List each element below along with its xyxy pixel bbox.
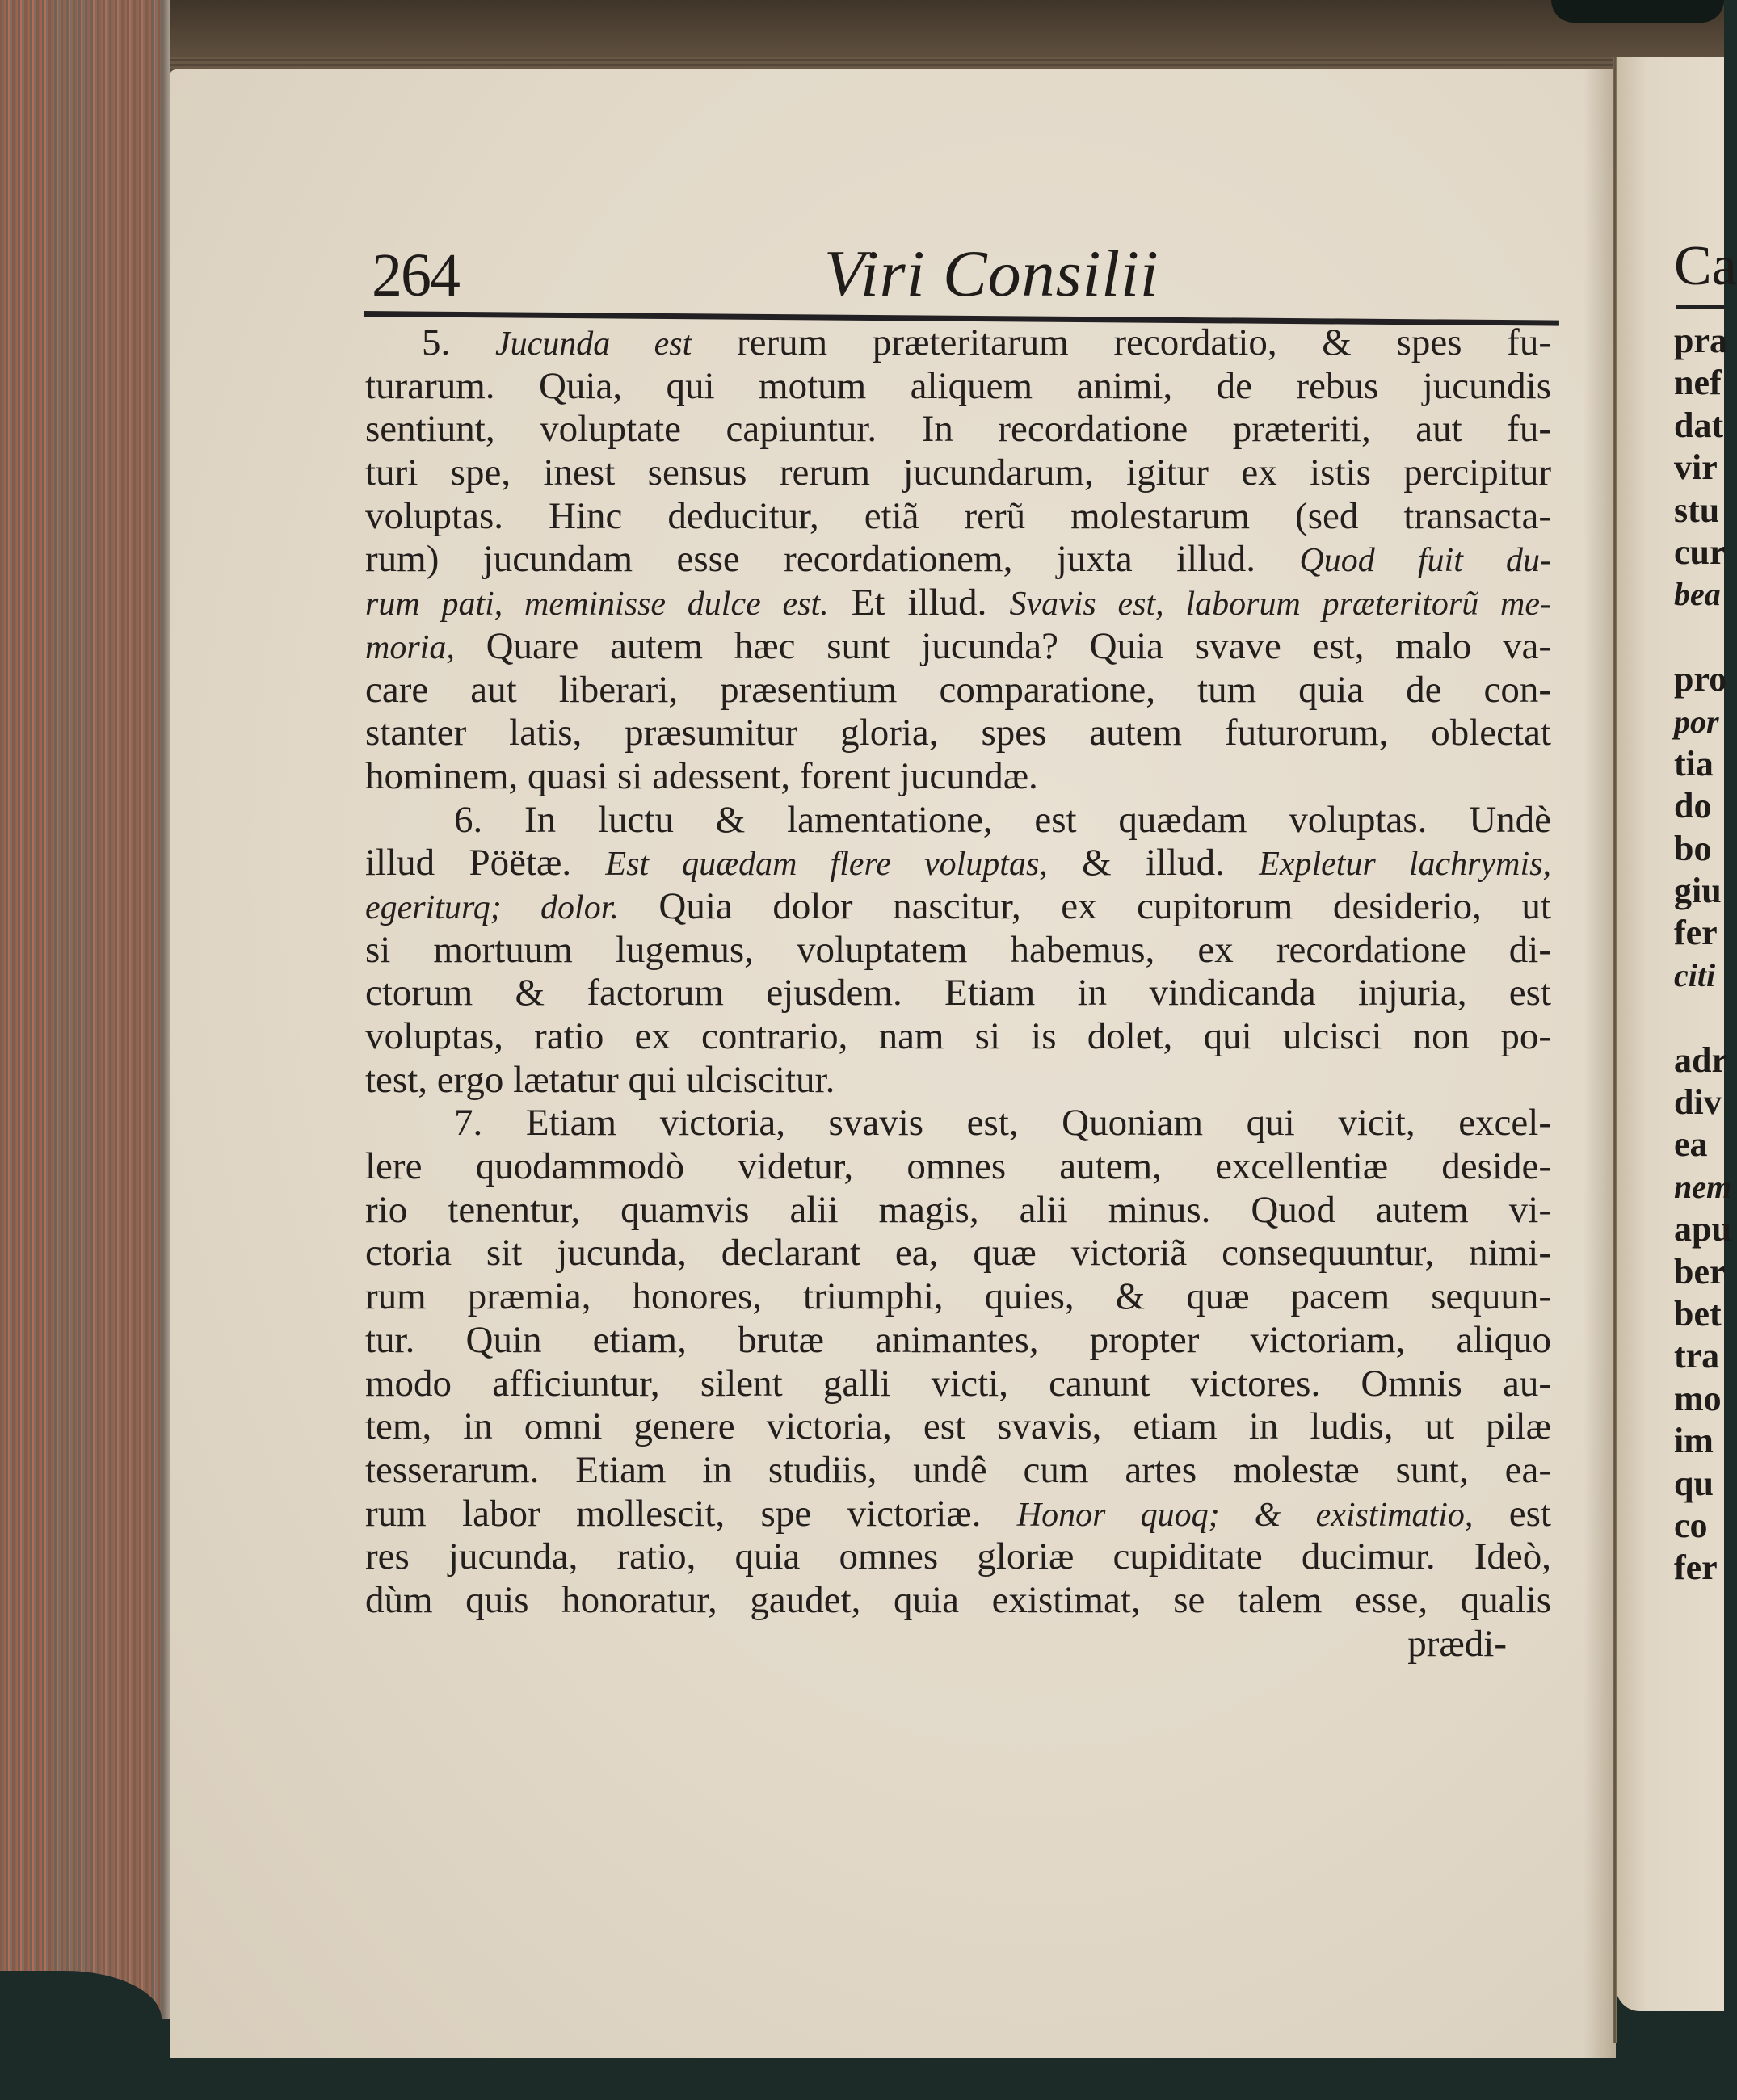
facing-page-text <box>1674 320 1732 1590</box>
facing-text-line: mo <box>1674 1378 1722 1418</box>
text-line <box>365 929 1551 972</box>
text-line <box>365 321 1551 365</box>
facing-paragraph-gap <box>1674 997 1724 1039</box>
text-line <box>365 452 1551 495</box>
text-line <box>365 1579 1551 1623</box>
text-segment: dùm quis honoratur, gaudet, quia existimat, se talem esse, qualis <box>365 1578 1551 1621</box>
text-line <box>365 1535 1551 1579</box>
text-segment: care aut liberari, præsentium comparatione, tum quia de con- <box>365 668 1551 711</box>
text-segment: rerum præteritarum recordatio, & spes fu- <box>692 321 1551 363</box>
italic-quotation: Expletur lachrymis, <box>1259 846 1551 884</box>
facing-text-line: fer <box>1674 1548 1718 1588</box>
text-segment: si mortuum lugemus, voluptatem habemus, ex recordatione di- <box>365 928 1551 971</box>
facing-text-line: bet <box>1674 1293 1722 1334</box>
text-segment: lere quodammodò videtur, omnes autem, excellentiæ deside- <box>365 1145 1551 1188</box>
text-segment: rum labor mollescit, spe victoriæ. <box>365 1492 1017 1535</box>
text-line <box>365 1102 1551 1145</box>
text-line <box>365 1275 1551 1319</box>
text-segment: Quare autem hæc sunt jucunda? Quia svave est, malo va- <box>454 624 1551 667</box>
facing-text-line: tia <box>1674 743 1714 783</box>
text-segment: res jucunda, ratio, quia omnes gloriæ cupiditate ducimur. Ideò, <box>365 1535 1551 1578</box>
facing-text-line: stu <box>1674 489 1720 530</box>
text-segment: test, ergo lætatur qui ulciscitur. <box>365 1058 835 1101</box>
italic-quotation: Est quædam flere voluptas, <box>605 846 1048 884</box>
text-segment: stanter latis, præsumitur gloria, spes autem futurorum, oblectat <box>365 712 1551 754</box>
text-line <box>365 1145 1551 1189</box>
italic-quotation: Quod fuit du- <box>1299 542 1552 580</box>
facing-text-line: adr <box>1674 1040 1727 1080</box>
running-head <box>364 226 1559 315</box>
facing-text-line: fer <box>1674 913 1718 953</box>
text-line <box>365 712 1551 755</box>
catchword: prædi- <box>1407 1622 1507 1665</box>
page-number: 264 <box>372 242 459 309</box>
facing-text-line: qu <box>1674 1463 1714 1503</box>
text-line <box>365 669 1551 712</box>
facing-text-line: giu <box>1674 871 1722 911</box>
italic-quotation: Honor quoq; & existimatio, <box>1016 1496 1474 1534</box>
text-segment: illud Pöëtæ. <box>365 842 606 884</box>
facing-text-line: ea <box>1674 1124 1708 1165</box>
background-shadow <box>1551 0 1724 23</box>
background-shadow-bottom <box>0 1971 162 2100</box>
text-line <box>365 885 1551 929</box>
text-line <box>365 1059 1551 1102</box>
text-segment: turarum. Quia, qui motum aliquem animi, de rebus jucundis <box>365 364 1551 407</box>
italic-quotation: rum pati, meminisse dulce est. <box>365 586 829 624</box>
text-segment: voluptas. Hinc deducitur, etiã rerũ molestarum (sed transacta- <box>365 494 1551 537</box>
text-segment: voluptas, ratio ex contrario, nam si is dolet, qui ulcisci non po- <box>365 1015 1551 1057</box>
facing-text-line: do <box>1674 786 1712 826</box>
text-segment: ctoria sit jucunda, declarant ea, quæ victoriã consequuntur, nimi- <box>365 1232 1551 1275</box>
text-line <box>365 408 1551 452</box>
text-segment: modo afficiuntur, silent galli victi, canunt victores. Omnis au- <box>365 1362 1551 1405</box>
text-segment: rum præmia, honores, triumphi, quies, & quæ pacem sequun- <box>365 1275 1551 1318</box>
text-line <box>365 842 1551 885</box>
text-line <box>365 799 1551 842</box>
italic-quotation: egeriturq; dolor. <box>365 888 619 926</box>
text-line <box>365 1189 1551 1233</box>
text-line <box>365 625 1551 669</box>
text-segment: sentiunt, voluptate capiuntur. In recordatione præteriti, aut fu- <box>365 408 1551 451</box>
text-segment: rum) jucundam esse recordationem, juxta illud. <box>365 538 1300 581</box>
text-line <box>365 1405 1551 1449</box>
text-line <box>365 538 1551 582</box>
italic-quotation: Jucunda est <box>494 326 692 363</box>
text-segment: turi spe, inest sensus rerum jucundarum, igitur ex istis percipitur <box>365 452 1551 494</box>
text-segment: 5. <box>422 321 495 363</box>
facing-text-line: por <box>1674 703 1719 740</box>
text-line <box>365 755 1551 799</box>
text-line <box>365 1363 1551 1406</box>
text-line <box>365 972 1551 1015</box>
text-line <box>365 1232 1551 1275</box>
text-segment: tesserarum. Etiam in studiis, undê cum artes molestæ sunt, ea- <box>365 1448 1551 1491</box>
text-segment: Quia dolor nascitur, ex cupitorum desiderio, ut <box>618 884 1551 927</box>
facing-text-line: pro <box>1674 659 1727 699</box>
text-segment: tur. Quin etiam, brutæ animantes, propter victoriam, aliquo <box>365 1318 1551 1361</box>
facing-text-line: div <box>1674 1082 1722 1123</box>
italic-quotation: moria, <box>365 628 455 666</box>
italic-quotation: Svavis est, laborum præteritorũ me- <box>1009 586 1551 624</box>
running-title: Viri Consilii <box>824 237 1159 310</box>
text-segment: Et illud. <box>828 582 1010 624</box>
facing-text-line: nem <box>1674 1168 1732 1205</box>
facing-text-line: co <box>1674 1505 1708 1545</box>
facing-text-line: cur <box>1674 531 1726 572</box>
facing-text-line: nef <box>1674 363 1722 403</box>
text-line <box>365 495 1551 539</box>
text-segment: 7. Etiam victoria, svavis est, Quoniam qui vicit, excel- <box>454 1102 1551 1144</box>
text-line <box>365 582 1551 625</box>
text-segment: ctorum & factorum ejusdem. Etiam in vindicanda injuria, est <box>365 972 1551 1014</box>
text-line <box>365 1319 1551 1363</box>
facing-page-rule <box>1676 305 1724 309</box>
body-text <box>365 321 1551 1665</box>
facing-text-line: dat <box>1674 405 1724 445</box>
facing-text-line: citi <box>1674 956 1716 993</box>
facing-text-line: bo <box>1674 828 1712 868</box>
facing-text-line: im <box>1674 1421 1714 1461</box>
facing-paragraph-gap <box>1674 616 1724 658</box>
facing-text-line: tra <box>1674 1336 1720 1376</box>
facing-text-line: apu <box>1674 1209 1731 1250</box>
text-segment: hominem, quasi si adessent, forent jucundæ. <box>365 754 1038 797</box>
facing-page-heading: Ca <box>1674 235 1737 297</box>
text-segment: 6. In luctu & lamentatione, est quædam voluptas. Undè <box>454 798 1551 841</box>
text-line <box>365 1449 1551 1493</box>
facing-text-line: vir <box>1674 447 1718 488</box>
text-line <box>365 365 1551 409</box>
facing-text-line: bea <box>1674 576 1721 613</box>
text-segment: & illud. <box>1047 842 1260 884</box>
page-edges-stack <box>0 0 170 2019</box>
text-line <box>365 1015 1551 1059</box>
text-line <box>365 1493 1551 1536</box>
text-segment: rio tenentur, quamvis alii magis, alii minus. Quod autem vi- <box>365 1188 1551 1231</box>
facing-text-line: pra <box>1674 321 1727 360</box>
text-segment: est <box>1473 1492 1551 1535</box>
facing-text-line: ber <box>1674 1251 1726 1292</box>
book-gutter <box>1613 57 1617 2043</box>
text-segment: tem, in omni genere victoria, est svavis, etiam in ludis, ut pilæ <box>365 1405 1551 1448</box>
